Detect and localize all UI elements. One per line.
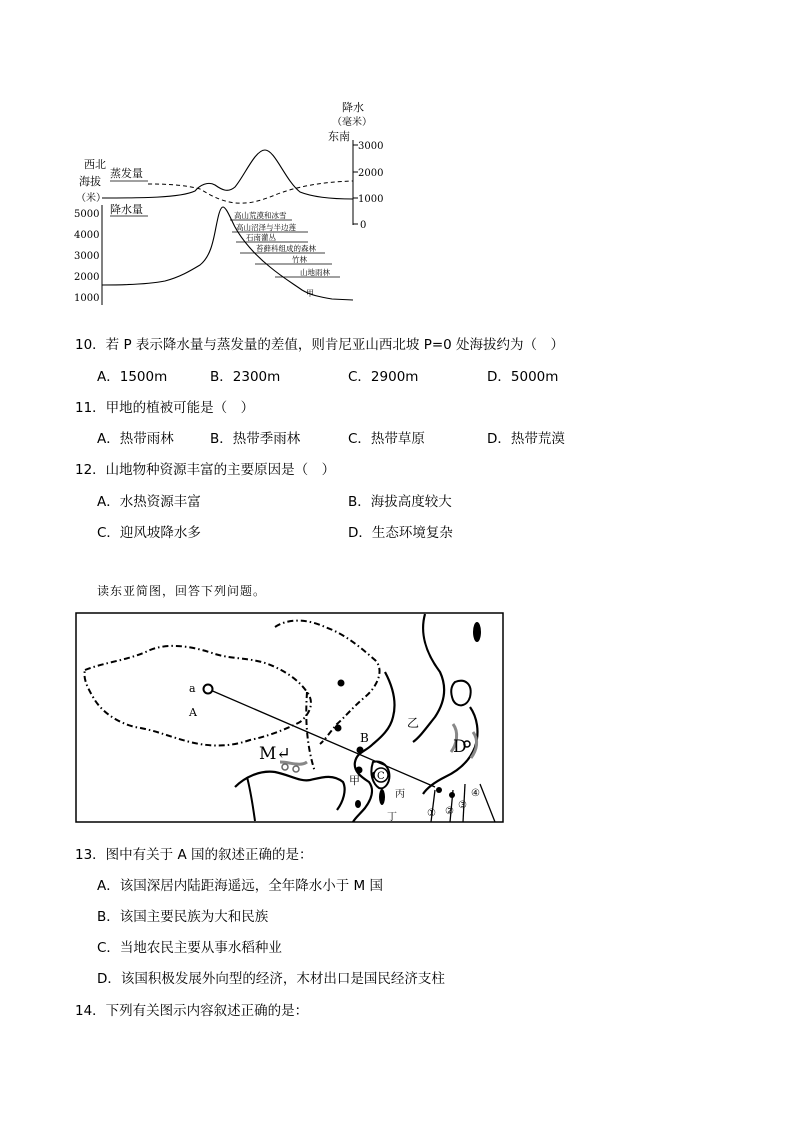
q12-option-b[interactable]: B．海拔高度较大 xyxy=(348,494,452,510)
precipitation-label: 降水量 xyxy=(110,203,143,216)
label-ding: 丁 xyxy=(387,812,397,823)
evaporation-curve xyxy=(148,181,353,203)
city-marker xyxy=(436,787,442,793)
city-marker xyxy=(356,767,363,774)
direction-southeast: 东南 xyxy=(328,130,350,143)
city-marker xyxy=(293,766,299,772)
left-axis-unit: （米） xyxy=(76,193,106,204)
left-tick-label: 4000 xyxy=(74,230,100,241)
right-axis-title: 降水 xyxy=(342,101,364,114)
q10-option-b[interactable]: B．2300m xyxy=(210,369,281,385)
label-bing: 丙 xyxy=(395,789,405,800)
right-tick-label: 3000 xyxy=(358,141,384,152)
city-marker xyxy=(449,792,455,798)
q10-option-a[interactable]: A．1500m xyxy=(97,369,168,385)
left-tick-label: 5000 xyxy=(74,209,100,220)
city-marker xyxy=(338,680,345,687)
q10-option-c[interactable]: C．2900m xyxy=(348,369,419,385)
zone-label: 山地雨林 xyxy=(300,268,330,277)
q13-option-a[interactable]: A．该国深居内陆距海遥远，全年降水小于 M 国 xyxy=(97,878,383,894)
right-axis-unit: （毫米） xyxy=(332,117,372,128)
map-intro-text: 读东亚简图，回答下列问题。 xyxy=(97,584,267,598)
zone-label: 石南灌丛 xyxy=(246,233,276,242)
direction-northwest: 西北 xyxy=(84,158,106,171)
q13-option-d[interactable]: D．该国积极发展外向型的经济，木材出口是国民经济支柱 xyxy=(97,971,445,987)
label-a: a xyxy=(189,682,196,695)
label-A: A xyxy=(189,706,197,719)
q12-option-c[interactable]: C．迎风坡降水多 xyxy=(97,525,201,541)
mountain-profile-figure xyxy=(70,95,400,310)
q11-option-a[interactable]: A．热带雨林 xyxy=(97,431,174,447)
label-jia: 甲 xyxy=(349,774,360,787)
label-3: ③ xyxy=(458,800,467,811)
q12-option-a[interactable]: A．水热资源丰富 xyxy=(97,494,201,510)
label-M: M↵ xyxy=(259,744,291,764)
q11-option-c[interactable]: C．热带草原 xyxy=(348,431,425,447)
question-11-stem: 11．甲地的植被可能是（ ） xyxy=(75,400,255,416)
question-13-stem: 13．图中有关于 A 国的叙述正确的是： xyxy=(75,847,313,863)
q10-option-d[interactable]: D．5000m xyxy=(487,369,559,385)
zone-label: 高山荒漠和冰雪 xyxy=(234,211,287,220)
terrain-profile xyxy=(102,207,353,300)
left-tick-label: 1000 xyxy=(74,293,100,304)
city-marker xyxy=(335,725,342,732)
hainan-island xyxy=(355,800,361,808)
zone-label: 苔藓科组成的森林 xyxy=(256,244,316,253)
label-2: ② xyxy=(445,806,454,817)
point-jia-label: 甲 xyxy=(306,289,314,298)
right-tick-label: 0 xyxy=(360,220,367,231)
city-marker xyxy=(282,764,288,770)
right-tick-label: 2000 xyxy=(358,168,384,179)
city-a-marker xyxy=(204,685,213,694)
label-1: ① xyxy=(427,808,436,819)
label-4: ④ xyxy=(471,788,480,799)
east-asia-map xyxy=(75,612,505,824)
q13-option-b[interactable]: B．该国主要民族为大和民族 xyxy=(97,909,269,925)
label-B: B xyxy=(360,731,369,745)
label-C: C xyxy=(377,771,385,782)
question-12-stem: 12．山地物种资源丰富的主要原因是（ ） xyxy=(75,462,336,478)
sakhalin-island xyxy=(473,622,481,642)
taiwan-island xyxy=(379,789,385,805)
q11-option-d[interactable]: D．热带荒漠 xyxy=(487,431,565,447)
zone-label: 高山沼泽与半边莲 xyxy=(236,223,296,232)
q13-option-c[interactable]: C．当地农民主要从事水稻种业 xyxy=(97,940,282,956)
q12-option-d[interactable]: D．生态环境复杂 xyxy=(348,525,453,541)
evaporation-label: 蒸发量 xyxy=(110,167,143,180)
city-marker xyxy=(357,747,364,754)
left-tick-label: 3000 xyxy=(74,251,100,262)
left-tick-label: 2000 xyxy=(74,272,100,283)
zone-label: 竹林 xyxy=(292,255,307,264)
left-axis-title: 海拔 xyxy=(79,175,101,188)
question-10-stem: 10．若 P 表示降水量与蒸发量的差值，则肯尼亚山西北坡 P=0 处海拔约为（ ） xyxy=(75,337,565,353)
label-yi: 乙 xyxy=(407,716,420,730)
question-14-stem: 14．下列有关图示内容叙述正确的是： xyxy=(75,1003,309,1019)
q11-option-b[interactable]: B．热带季雨林 xyxy=(210,431,301,447)
label-D: D xyxy=(453,737,467,757)
right-tick-label: 1000 xyxy=(358,194,384,205)
